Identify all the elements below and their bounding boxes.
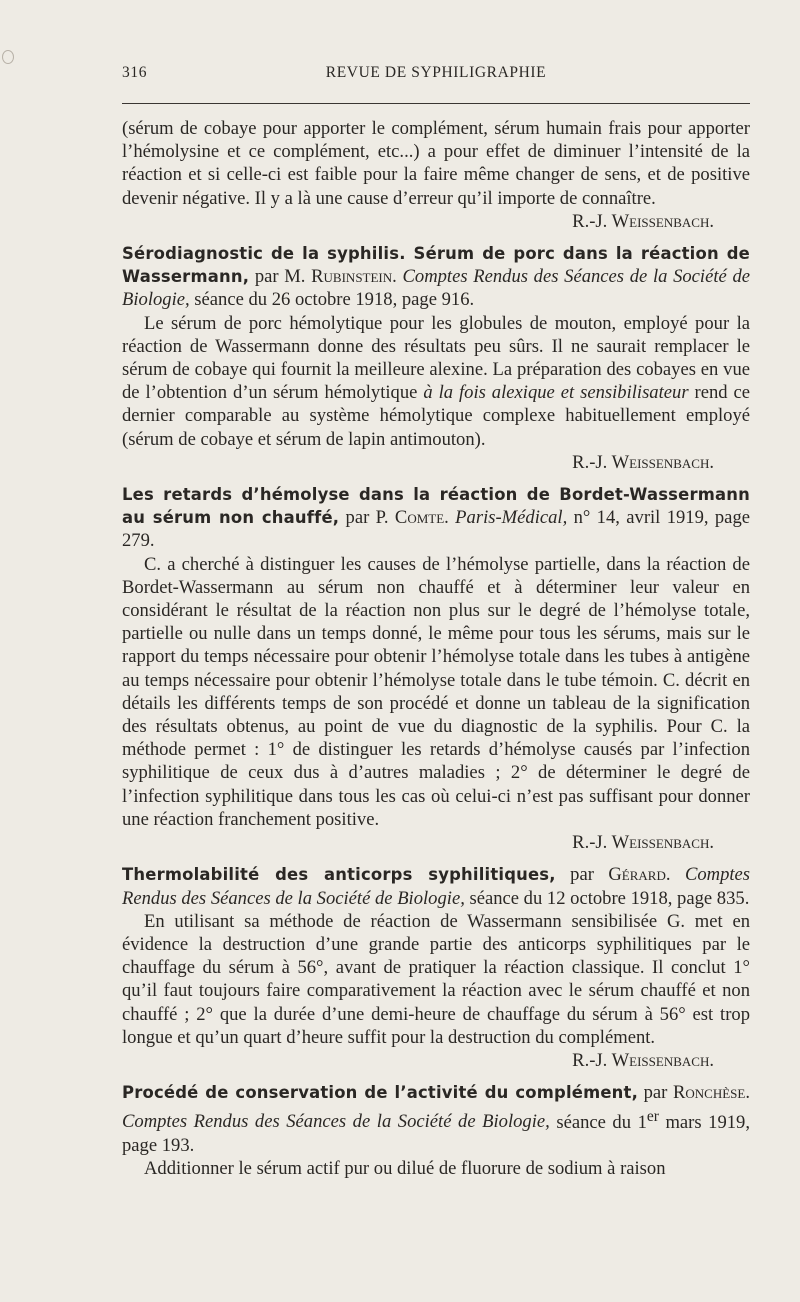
article-title: Procédé de conservation de l’activité du complément, xyxy=(122,1083,639,1103)
article-journal: Comptes Rendus des Séances de la Société de Biologie, xyxy=(122,1111,550,1133)
article-author: Comte xyxy=(394,507,445,529)
article-text: Le sérum de porc hémolytique pour les globules de mouton, employé pour la réaction de Wassermann donne des résultats peu sûrs. Il ne saurait remplacer le sérum de cobaye qui fournit la meilleure alexine. La préparation des cobayes en vue de l’obtention d’un sérum hémolytique à la fois alexique et sensibilisateur rend ce dernier comparable au système hémolytique complexe habituellement employé (sérum de cobaye et sérum de lapin antimouton). xyxy=(122,312,750,450)
article-reference: séance du 12 octobre 1918, page 835. xyxy=(464,887,750,909)
signature: R.-J. Weissenbach. xyxy=(572,210,714,232)
article-title: Thermolabilité des anticorps syphilitiques, xyxy=(122,865,556,885)
article-reference: n° 14, avril 1919, page 279. xyxy=(122,507,750,552)
article-journal: Comptes Rendus des Séances de la Société de Biologie, xyxy=(122,864,751,909)
continued-paragraph: (sérum de cobaye pour apporter le complément, sérum humain frais pour apporter l’hémolysine et ce complément, etc...) a pour effet de diminuer l’intensité de la réaction et si celle-ci est faible pour la faire même changer de sens, et de positive devenir négative. Il y a là une cause d’erreur qu’il importe de connaître. xyxy=(122,118,750,209)
article-text: Additionner le sérum actif pur ou dilué de fluorure de sodium à raison xyxy=(144,1157,666,1179)
page-body xyxy=(122,117,750,1180)
article-title: Les retards d’hémolyse dans la réaction de Bordet-Wassermann au sérum non chauffé, xyxy=(122,485,750,528)
running-title: REVUE DE SYPHILIGRAPHIE xyxy=(325,64,547,81)
header-rule xyxy=(122,103,750,104)
page-number: 316 xyxy=(122,64,148,81)
signature: R.-J. Weissenbach. xyxy=(572,832,714,854)
article-journal: Paris-Médical, xyxy=(455,507,568,529)
article-reference: séance du 1er mars 1919, page 193. xyxy=(122,1107,750,1156)
article-heading: Les retards d’hémolyse dans la réaction de Bordet-Wassermann au sérum non chauffé, par P. Comte. Paris-Médical, n° 14, avril 1919, page 279. xyxy=(122,485,750,552)
signature: R.-J. Weissenbach. xyxy=(572,1049,714,1071)
article-text: C. a cherché à distinguer les causes de l’hémolyse partielle, dans la réaction de Bordet-Wassermann au sérum non chauffé et à déterminer leur valeur en considérant le résultat de la réaction non plus sur le degré de l’hémolyse totale, partielle ou nulle dans un temps donné, le même pour tous les sérums, mais sur le rapport du temps nécessaire pour obtenir l’hémolyse totale dans les tubes à antigène au temps nécessaire pour obtenir l’hémolyse totale dans le tube témoin. C. décrit en détails les différents temps de son procédé et donne un tableau de la signification des résultats obtenus, au point de vue du diagnostic de la syphilis. Pour C. la méthode permet : 1° de distinguer les retards d’hémolyse causés par l’infection syphilitique de ceux dus à d’autres maladies ; 2° de déterminer le degré de l’infection syphilitique dans tous les cas où celui-ci n’est pas suffisant pour donner une réaction franchement positive. xyxy=(122,553,750,830)
article-title: Sérodiagnostic de la syphilis. Sérum de porc dans la réaction de Wassermann, xyxy=(122,244,750,287)
binding-hole-mark xyxy=(2,50,14,64)
article-journal: Comptes Rendus des Séances de la Société de Biologie, xyxy=(122,266,750,311)
article-author: Ronchèse xyxy=(672,1082,746,1104)
running-header xyxy=(122,64,750,88)
article-reference: séance du 26 octobre 1918, page 916. xyxy=(189,289,475,311)
article-heading: Sérodiagnostic de la syphilis. Sérum de porc dans la réaction de Wassermann, par M. Rubinstein. Comptes Rendus des Séances de la Société de Biologie, séance du 26 octobre 1918, page 916. xyxy=(122,244,750,311)
article-heading: Thermolabilité des anticorps syphilitiques, par Gérard. Comptes Rendus des Séances de la Société de Biologie, séance du 12 octobre 1918, page 835. xyxy=(122,864,751,909)
article-heading: Procédé de conservation de l’activité du complément, par Ronchèse. Comptes Rendus des Séances de la Société de Biologie, séance du 1er mars 1919, page 193. xyxy=(122,1082,750,1156)
article-text: En utilisant sa méthode de réaction de Wassermann sensibilisée G. met en évidence la destruction d’une grande partie des anticorps syphilitiques par le chauffage du sérum à 56°, avant de pratiquer la réaction classique. Il conclut 1° qu’il faut toujours faire comparativement la réaction avec le sérum chauffé et non chauffé ; 2° que la durée d’une demi-heure de chauffage du sérum à 56° est trop longue et qu’un quart d’heure suffit pour la destruction du complément. xyxy=(122,910,750,1048)
article-author: Rubinstein xyxy=(311,266,393,288)
article-author: Gérard xyxy=(608,864,666,886)
signature: R.-J. Weissenbach. xyxy=(572,451,714,473)
